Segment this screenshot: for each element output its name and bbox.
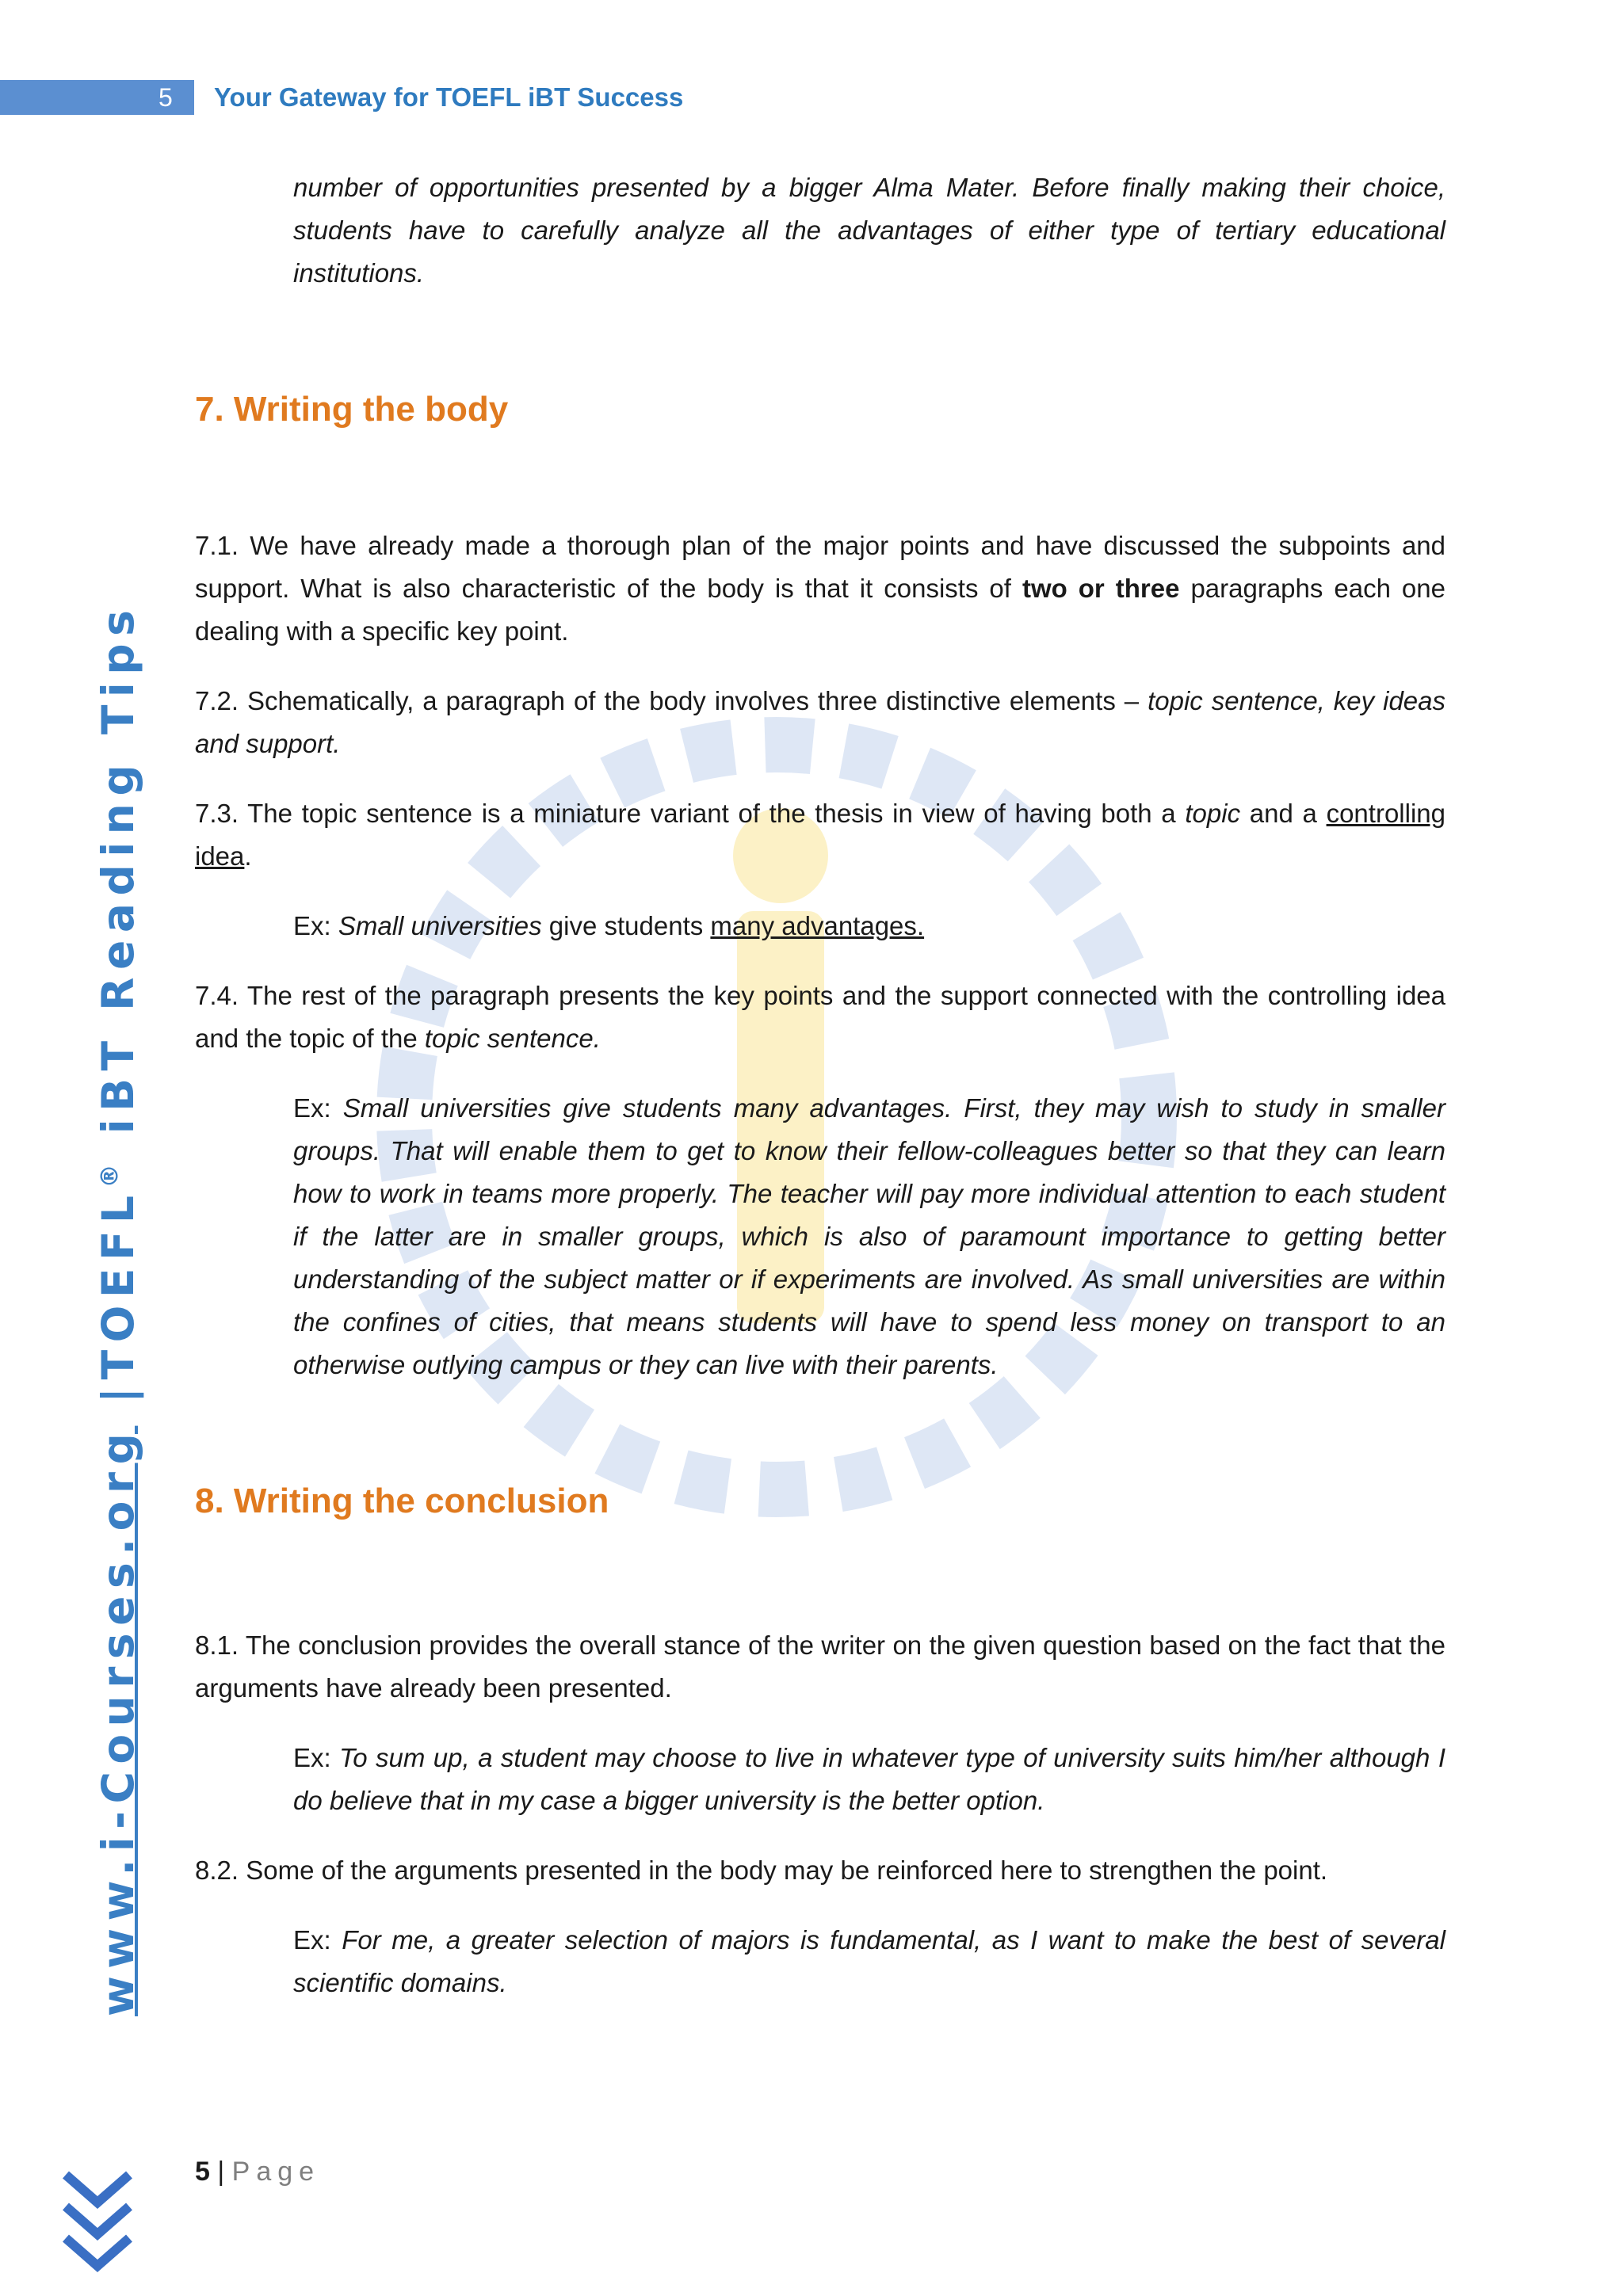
section-8-heading: 8. Writing the conclusion [195, 1482, 609, 1520]
paragraph-7-2 [195, 680, 1445, 765]
p71-end: paragraphs each one dealing with a specific key point. [195, 574, 1445, 646]
paragraph-7-1 [195, 524, 1445, 653]
sidebar-brand: TOEFL [93, 1188, 143, 1380]
p73-text: 7.3. The topic sentence is a miniature variant of the thesis in view of having both a [195, 799, 1186, 828]
ex1-underline: many advantages. [710, 911, 925, 940]
paragraph-8-2: 8.2. Some of the arguments presented in the body may be reinforced here to strengthen the point. [195, 1855, 1328, 1885]
sidebar-rest: iBT Reading Tips [93, 602, 143, 1157]
paragraph-7-3 [195, 792, 1445, 878]
paragraph-7-4 [195, 974, 1445, 1060]
ex4-text: For me, a greater selection of majors is fundamental, as I want to make the best of several scientific domains. [293, 1925, 1445, 1997]
chevron-down-icon [62, 2167, 133, 2278]
header-title: Your Gateway for TOEFL iBT Success [214, 82, 684, 112]
example-1 [195, 905, 1445, 948]
p71-bold: two or three [1022, 574, 1180, 603]
p72-italic: topic sentence, key ideas and support. [195, 686, 1445, 758]
ex1-mid: give students [541, 911, 711, 940]
ex1-label: Ex: [293, 911, 338, 940]
header-page-number: 5 [158, 83, 173, 112]
ex4-label: Ex: [293, 1925, 342, 1955]
footer-page-number: 5 [195, 2157, 210, 2187]
p73-end: . [244, 841, 252, 871]
sidebar-registered: ® [96, 1156, 124, 1188]
p74-text: 7.4. The rest of the paragraph presents the key points and the support connected with the controlling idea and the topic of the [195, 981, 1445, 1053]
footer-separator: | [209, 2157, 232, 2187]
ex3-text: To sum up, a student may choose to live in whatever type of university suits him/her although I do believe that in my case a bigger university is the better option. [293, 1743, 1445, 1815]
ex2-text: Small universities give students many advantages. First, they may wish to study in smaller groups. That will enable them to get to know their fellow-colleagues better so that they can learn how to work in teams more properly. The teacher will pay more individual attention to each student if the latter are in smaller groups, which is also of paramount importance to getting better understanding of the subject matter or if experiments are involved. As small universities are within the confines of cities, that means students will have to spend less money on transport to an otherwise outlying campus or they can live with their parents. [293, 1093, 1445, 1379]
paragraph-8-1: 8.1. The conclusion provides the overall stance of the writer on the given question based on the fact that the arguments have already been presented. [195, 1630, 1445, 1703]
ex2-label: Ex: [293, 1093, 343, 1123]
example-2 [195, 1087, 1445, 1386]
p73-mid: and a [1240, 799, 1327, 828]
p73-italic: topic [1185, 799, 1241, 828]
p71-text: 7.1. We have already made a thorough plan of the major points and have discussed the subpoints and support. What is also characteristic of the body is that it consists of [195, 531, 1445, 603]
p72-text: 7.2. Schematically, a paragraph of the body involves three distinctive elements – [195, 686, 1148, 715]
ex1-italic: Small universities [338, 911, 542, 940]
footer-page-word: Page [231, 2157, 321, 2187]
example-3 [195, 1737, 1445, 1822]
ex3-label: Ex: [293, 1743, 340, 1772]
p74-italic: topic sentence. [424, 1024, 601, 1053]
main-content [195, 166, 1445, 2004]
sidebar-url[interactable]: www.i-Courses.org [93, 1425, 143, 2016]
example-4 [195, 1919, 1445, 2004]
section-7-heading: 7. Writing the body [195, 390, 509, 429]
sidebar-vertical-text [93, 603, 143, 2016]
intro-paragraph: number of opportunities presented by a bigger Alma Mater. Before finally making their choice, students have to carefully analyze all the advantages of either type of tertiary educational institutions. [293, 173, 1445, 288]
footer [195, 2150, 320, 2193]
sidebar-separator: | [93, 1379, 143, 1426]
p73-underline: controlling idea [195, 799, 1445, 871]
